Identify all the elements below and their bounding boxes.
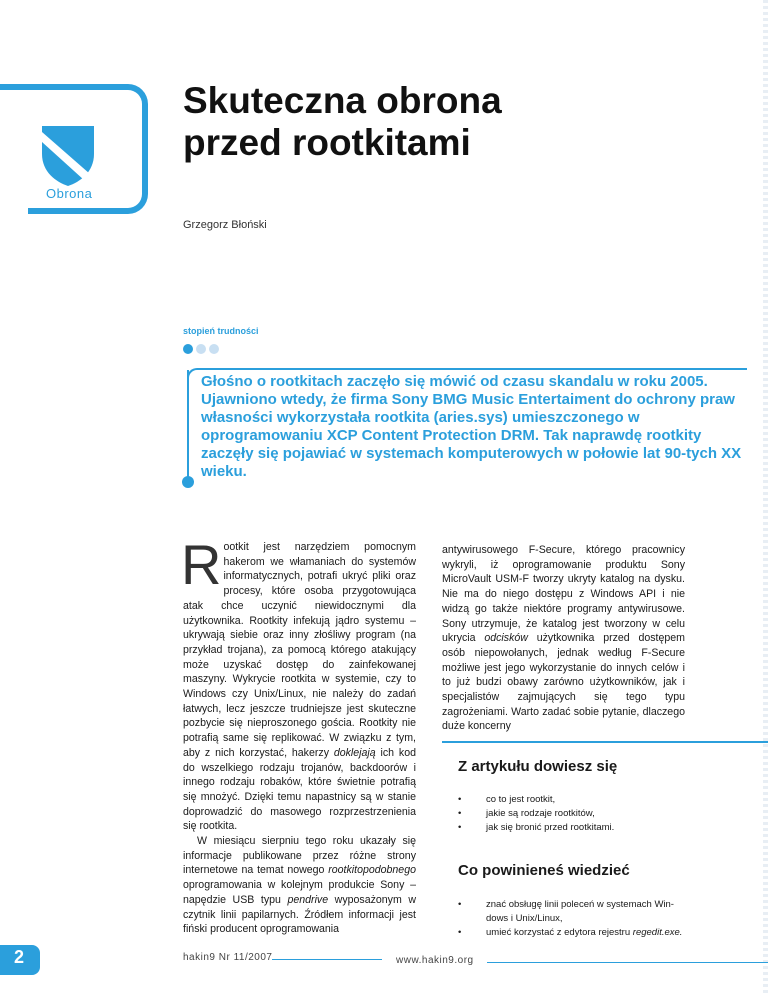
author: Grzegorz Błoński — [183, 219, 267, 231]
body-column-1 — [181, 533, 416, 937]
body-column-2 — [442, 543, 685, 734]
text-run: wyposażonym w czytnik linii papilarnych. Źródłem informacji jest fiński producent oprogramowania — [183, 893, 416, 936]
site-url: www.hakin9.org — [396, 955, 474, 966]
text-run: umieć korzystać z edytora rejestru — [486, 927, 633, 938]
article-title — [183, 80, 502, 164]
box-learn-heading: Z artykułu dowiesz się — [458, 758, 618, 775]
drop-cap: R — [181, 533, 222, 596]
page-number: 2 — [14, 947, 25, 967]
difficulty-dot-filled — [183, 344, 193, 354]
text-run: W miesiącu sierpniu tego roku ukazały się informacje publikowane przez różne strony internetowe na temat nowego — [183, 835, 416, 877]
footer-rule — [487, 962, 768, 963]
difficulty-indicator — [183, 344, 219, 354]
text-run: ich kod do wszelkiego rodzaju trojanów, backdoorów i innego rodzaju robaków, które świetnie potrafią się mnożyć. Dzięki temu napastnicy są w stanie doprowadzić do masowego rozprzestrzenienia się rootkita. — [183, 746, 416, 833]
footer-rule — [272, 959, 382, 960]
emphasis: pendrive — [287, 893, 329, 906]
box-learn-rule — [442, 741, 768, 743]
box-learn-list — [458, 793, 614, 835]
title-line-1: Skuteczna obrona — [183, 80, 502, 121]
text-run: oprogramowania w kolejnym produkcie Sony – napędzie USB typu — [183, 879, 416, 906]
issue-label: hakin9 Nr 11/2007 — [183, 952, 273, 963]
box-know-list — [458, 898, 682, 940]
shield-icon — [40, 124, 96, 188]
section-label: Obrona — [46, 186, 93, 201]
edge-stripe — [763, 0, 768, 994]
box-know-heading: Co powinieneś wiedzieć — [458, 862, 630, 879]
title-line-2: przed rootkitami — [183, 122, 471, 163]
list-item — [458, 898, 682, 926]
list-item: • jakie są rodzaje rootkitów, — [458, 807, 614, 821]
list-item — [458, 926, 682, 940]
emphasis: regedit.exe. — [632, 927, 683, 938]
text-run: ootkit jest narzędziem pomocnym hakerom we włamaniach do systemów informatycznych, potrafi ukryć pliki oraz procesy, które osoba przygotowująca atak chce uczynić niewidocznymi dla użytkownika. Rootkity infekują jądro systemu – ukrywają siebie oraz inny złośliwy program (na przykład trojana), za pomocą którego atakujący może uzyskać dostęp do zainfekowanej maszyny. Wykrycie rootkita w systemie, czy to Windows czy Unix/Linux, nie należy do zadań łatwych, lecz jeszcze trudniejsze jest skuteczne pozbycie się nieproszonego gościa. Rootkity nie potrafią same się replikować. W związku z tym, aby z nich korzystać, hakerzy — [183, 541, 416, 759]
text-run: • znać obsługę linii poleceń w systemach Win- — [486, 899, 674, 910]
paragraph — [181, 533, 416, 834]
text-run: dows i Unix/Linux, — [486, 913, 563, 924]
difficulty-dot-empty — [196, 344, 206, 354]
difficulty-label: stopień trudności — [183, 326, 259, 336]
text-run: antywirusowego F-Secure, którego pracownicy wykryli, iż oprogramowanie produktu Sony MicroVault USM-F tworzy ukryty katalog na dysku. Nie ma do niego dostępu z Windows API i nie widzą go także niektóre programy antywirusowe. Sony utrzymuje, że katalog jest tworzony w celu ukrycia — [442, 544, 685, 645]
emphasis: odcisków — [484, 632, 528, 645]
paragraph — [183, 834, 416, 937]
list-item: • jak się bronić przed rootkitami. — [458, 821, 614, 835]
list-item: • co to jest rootkit, — [458, 793, 614, 807]
paragraph — [442, 543, 685, 734]
difficulty-dot-empty — [209, 344, 219, 354]
lead-paragraph: Głośno o rootkitach zaczęło się mówić od czasu skandalu w roku 2005. Ujawniono wtedy, że firma Sony BMG Music Entertaiment do ochrony praw własności wykorzystała rootkita (aries.sys) umieszczonego w oprogramowaniu XCP Content Protection DRM. Tak naprawdę rootkity zaczęły się pojawiać w systemach komputerowych w połowie lat 90-tych XX wieku. — [201, 373, 742, 480]
emphasis: rootkitopodobnego — [328, 864, 416, 877]
emphasis: doklejają — [333, 746, 376, 759]
text-run: użytkownika przed dostępem osób niepowołanych, jednak według F-Secure możliwe jest jego wykorzystanie do innych celów i to już budzi obawy zarówno użytkowników, jak i specjalistów zajmujących się tego typu zagrożeniami. Warto zadać sobie pytanie, dlaczego duże koncerny — [442, 632, 685, 733]
lead-dot — [182, 476, 194, 488]
lead-rule — [187, 370, 189, 482]
